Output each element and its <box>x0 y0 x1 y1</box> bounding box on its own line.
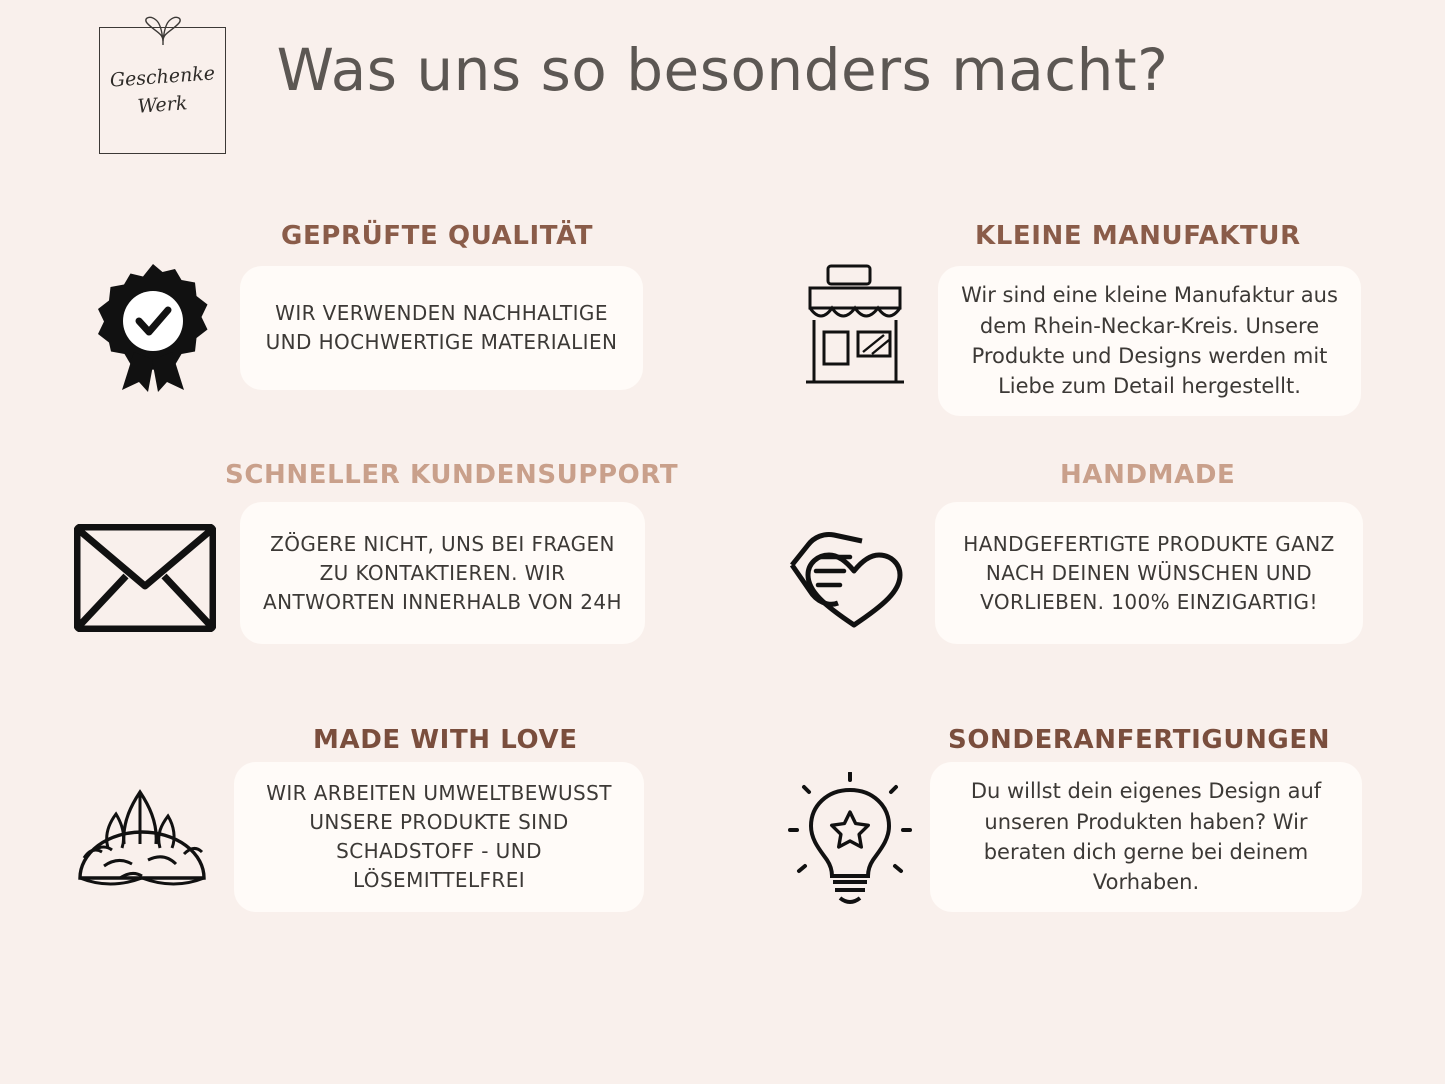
brand-line-1: Geschenke <box>109 62 216 92</box>
feature-card-schneller-kundensupport <box>240 502 645 644</box>
brand-line-2: Werk <box>136 92 189 118</box>
feature-heading-sonderanfertigungen: SONDERANFERTIGUNGEN <box>948 725 1331 755</box>
feature-heading-gepruefte-qualitaet: GEPRÜFTE QUALITÄT <box>281 221 594 251</box>
hand-heart-icon <box>782 518 922 636</box>
feature-heading-kleine-manufaktur: KLEINE MANUFAKTUR <box>975 221 1301 251</box>
feature-heading-schneller-kundensupport: SCHNELLER KUNDENSUPPORT <box>225 460 679 490</box>
envelope-icon <box>70 520 220 635</box>
page-title: Was uns so besonders macht? <box>276 36 1169 104</box>
earth-nature-icon <box>60 778 220 903</box>
feature-body-schneller-kundensupport: ZÖGERE NICHT, UNS BEI FRAGEN ZU KONTAKTIEREN. WIR ANTWORTEN INNERHALB VON 24H <box>263 531 622 614</box>
storefront-icon <box>795 258 915 393</box>
feature-card-made-with-love <box>234 762 644 912</box>
feature-body-gepruefte-qualitaet: WIR VERWENDEN NACHHALTIGE UND HOCHWERTIGE MATERIALIEN <box>265 301 618 354</box>
quality-badge-icon <box>85 258 220 393</box>
feature-card-gepruefte-qualitaet <box>240 266 643 390</box>
feature-body-kleine-manufaktur: Wir sind eine kleine Manufaktur aus dem Rhein-Neckar-Kreis. Unsere Produkte und Designs werden mit Liebe zum Detail hergestellt. <box>961 283 1338 399</box>
feature-card-sonderanfertigungen <box>930 762 1362 912</box>
feature-body-made-with-love: WIR ARBEITEN UMWELTBEWUSST UNSERE PRODUKTE SIND SCHADSTOFF - UND LÖSEMITTELFREI <box>266 781 612 892</box>
feature-card-kleine-manufaktur <box>938 266 1361 416</box>
feature-body-sonderanfertigungen: Du willst dein eigenes Design auf unseren Produkten haben? Wir beraten dich gerne bei deinem Vorhaben. <box>970 779 1322 895</box>
feature-body-handmade: HANDGEFERTIGTE PRODUKTE GANZ NACH DEINEN WÜNSCHEN UND VORLIEBEN. 100% EINZIGARTIG! <box>963 531 1335 614</box>
feature-heading-handmade: HANDMADE <box>1060 460 1236 490</box>
feature-heading-made-with-love: MADE WITH LOVE <box>313 725 578 755</box>
lightbulb-star-icon <box>785 770 915 910</box>
feature-card-handmade <box>935 502 1363 644</box>
